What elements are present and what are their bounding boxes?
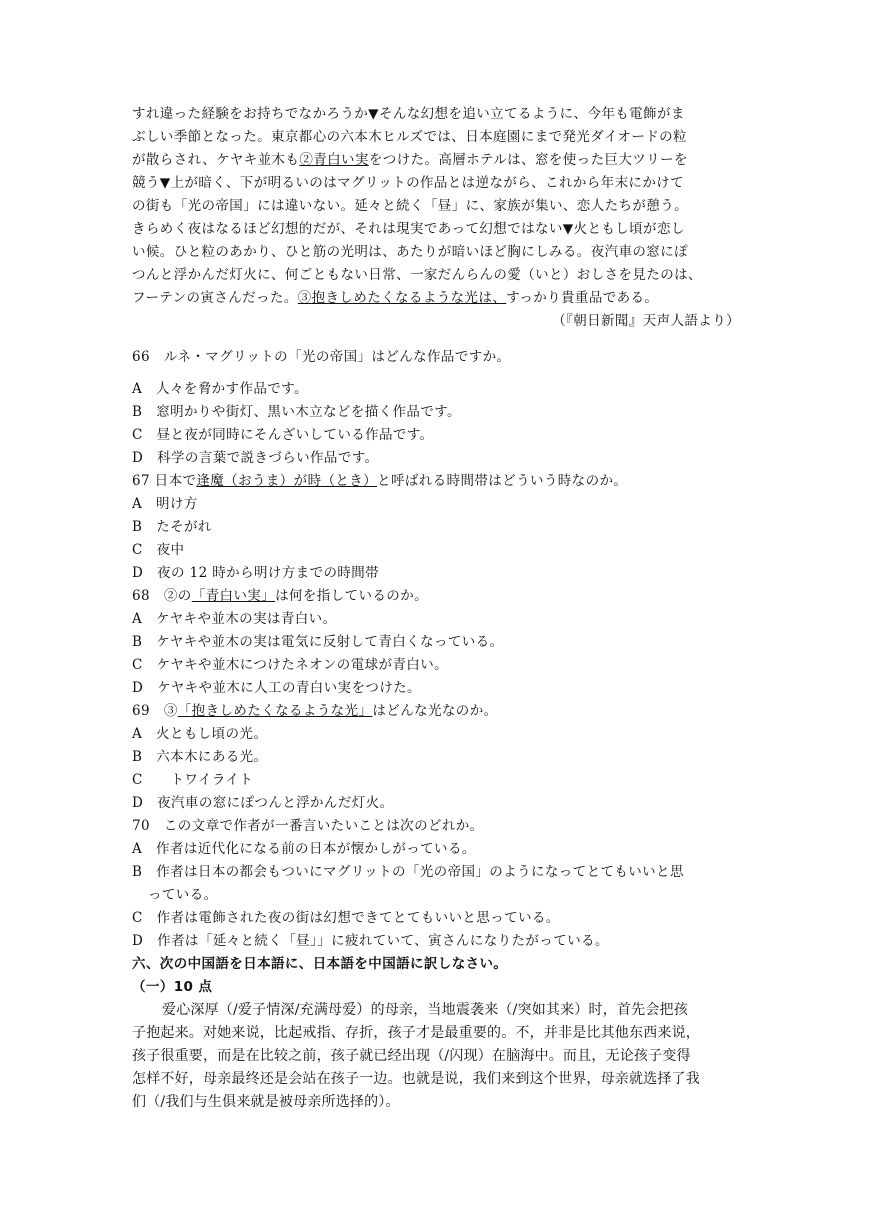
option-b: B たそがれ (132, 519, 212, 535)
passage-line: つんと浮かんだ灯火に、何ごともない日常、一家だんらんの愛（いと）おしさを見たのは、 (132, 267, 702, 283)
passage-line: フーテンの寅さんだった。③抱きしめたくなるような光は、すっかり貴重品である。 (132, 290, 659, 306)
passage-line: 競う▼上が暗く、下が明るいのはマグリットの作品とは逆ながら、これから年末にかけて (132, 175, 685, 191)
question-stem: 66 ルネ・マグリットの「光の帝国」はどんな作品ですか。 (132, 349, 511, 365)
option-b: B 六本木にある光。 (132, 749, 268, 765)
underlined-term: 「青白い実」 (191, 588, 276, 604)
translation-line: 们（/我们与生俱来就是被母亲所选择的）。 (132, 1094, 400, 1110)
question-stem: 70 この文章で作者が一番言いたいことは次のどれか。 (132, 818, 484, 834)
option-c: C 作者は電飾された夜の街は幻想できてとてもいいと思っている。 (132, 910, 560, 926)
passage-line: が散らされ、ケヤキ並木も②青白い実をつけた。高層ホテルは、窓を使った巨大ツリーを (132, 152, 688, 168)
option-a: A ケヤキや並木の実は青白い。 (132, 611, 337, 627)
underlined-term: 逢魔（おうま）が時（とき） (196, 473, 378, 489)
section-title: 六、次の中国語を日本語に、日本語を中国語に訳しなさい。 (132, 956, 508, 972)
option-c: C 昼と夜が同時にそんざいしている作品です。 (132, 427, 434, 443)
passage-line: すれ違った経験をお持ちでなかろうか▼そんな幻想を追い立てるように、今年も電飾がま (132, 106, 685, 122)
option-d: D 作者は「延々と続く「昼」」に疲れていて、寅さんになりたがっている。 (132, 933, 609, 949)
option-a: A 人々を脅かす作品です。 (132, 381, 308, 397)
passage-line: い候。ひと粒のあかり、ひと筋の光明は、あたりが暗いほど胸にしみる。夜汽車の窓にぽ (132, 244, 688, 260)
option-c: C ケヤキや並木につけたネオンの電球が青白い。 (132, 657, 448, 673)
option-d: D 科学の言葉で説きづらい作品です。 (132, 450, 379, 466)
option-b: B 作者は日本の都会もついにマグリットの「光の帝国」のようになってとてもいいと思 (132, 864, 684, 880)
translation-line: 孩子很重要，而是在比较之前，孩子就已经出现（/闪现）在脑海中。而且，无论孩子变得 (132, 1048, 691, 1064)
passage-line: の街も「光の帝国」には違いない。延々と続く「昼」に、家族が集い、恋人たちが憩う。 (132, 198, 688, 214)
question-stem: 69 ③「抱きしめたくなるような光」はどんな光なのか。 (132, 703, 498, 719)
option-b-continued: っている。 (148, 887, 218, 903)
option-a: A 火ともし頃の光。 (132, 726, 268, 742)
underlined-phrase-3: ③抱きしめたくなるような光は、 (297, 290, 507, 306)
question-stem: 67 日本で逢魔（おうま）が時（とき）と呼ばれる時間帯はどういう時なのか。 (132, 473, 628, 489)
option-d: D 夜の 12 時から明け方までの時間帯 (132, 565, 380, 581)
option-a: A 明け方 (132, 496, 198, 512)
underlined-phrase-2: ②青白い実 (299, 152, 369, 168)
option-b: B ケヤキや並木の実は電気に反射して青白くなっている。 (132, 634, 504, 650)
option-d: D ケヤキや並木に人工の青白い実をつけた。 (132, 680, 421, 696)
option-b: B 窓明かりや街灯、黒い木立などを描く作品です。 (132, 404, 461, 420)
question-stem: 68 ②の「青白い実」は何を指しているのか。 (132, 588, 428, 604)
translation-line: 怎样不好，母亲最终还是会站在孩子一边。也就是说，我们来到这个世界，母亲就选择了我 (132, 1071, 700, 1087)
option-d: D 夜汽車の窓にぽつんと浮かんだ灯火。 (132, 795, 394, 811)
section-subheading: （一）10 点 (132, 979, 213, 995)
passage-line: きらめく夜はなるほど幻想的だが、それは現実であって幻想ではない▼火ともし頃が恋し (132, 221, 685, 237)
translation-line: 子抱起来。对她来说，比起戒指、存折，孩子才是最重要的。不，并非是比其他东西来说， (132, 1025, 700, 1041)
option-a: A 作者は近代化になる前の日本が懐かしがっている。 (132, 841, 476, 857)
passage-source: （『朝日新聞』天声人語より） (552, 313, 740, 329)
option-c: C トワイライト (132, 772, 254, 788)
option-c: C 夜中 (132, 542, 185, 558)
underlined-term: 「抱きしめたくなるような光」 (177, 703, 373, 719)
translation-line: 爱心深厚（/爱子情深/充满母爱）的母亲，当地震袭来（/突如其来）时，首先会把孩 (162, 1002, 688, 1018)
passage-line: ぶしい季節となった。東京都心の六本木ヒルズでは、日本庭園にまで発光ダイオードの粒 (132, 129, 687, 145)
